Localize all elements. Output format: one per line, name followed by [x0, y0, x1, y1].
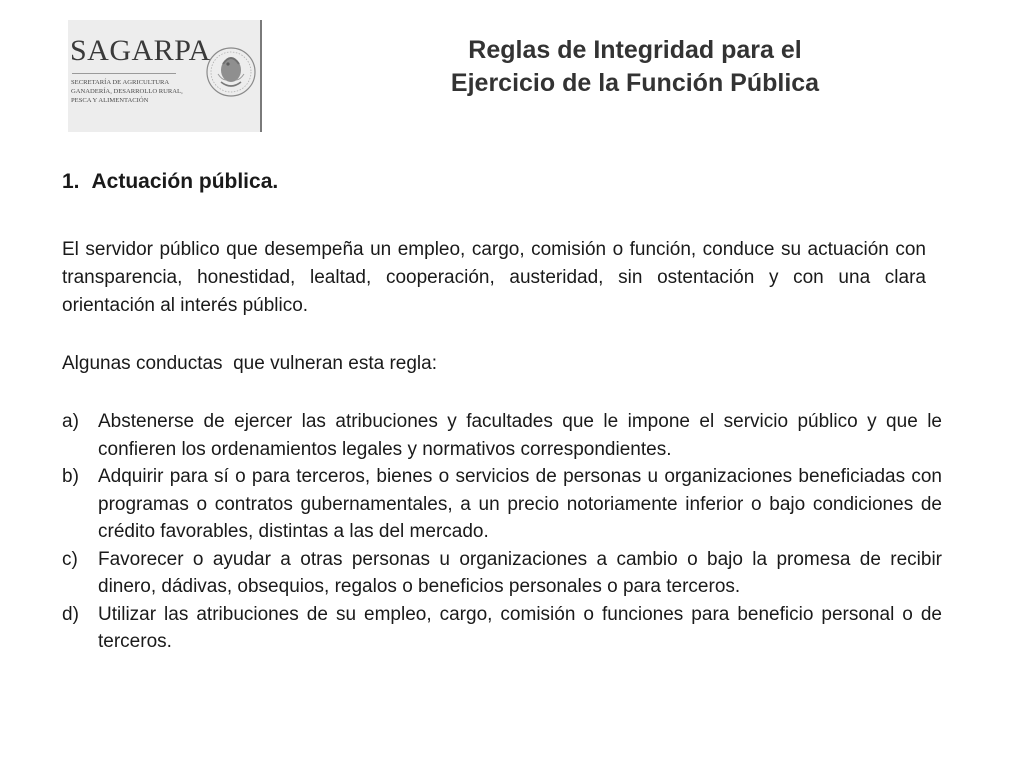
logo-divider	[72, 73, 176, 74]
conduct-text: Favorecer o ayudar a otras personas u organizaciones a cambio o bajo la promesa de recibir dinero, dádivas, obsequios, regalos o beneficios personales o para terceros.	[98, 548, 942, 597]
section-heading-text: Actuación pública.	[91, 170, 279, 193]
conduct-text: Abstenerse de ejercer las atribuciones y facultades que le impone el servicio público y que le confieren los ordenamientos legales y normativos correspondientes.	[98, 411, 942, 460]
conduct-list	[62, 408, 942, 656]
slide-title-line-1: Reglas de Integridad para el	[468, 36, 802, 64]
conduct-marker: a)	[62, 411, 79, 432]
logo-subtitle: SECRETARÍA DE AGRICULTURA GANADERÍA, DESARROLLO RURAL, PESCA Y ALIMENTACIÓN	[71, 79, 183, 104]
logo-brand: SAGARPA	[70, 34, 211, 67]
conduct-item	[62, 546, 942, 601]
section-heading	[62, 170, 278, 194]
conduct-marker: d)	[62, 603, 79, 625]
seal-graphic	[204, 30, 256, 116]
conduct-marker: b)	[62, 466, 79, 487]
slide-title-line-2: Ejercicio de la Función Pública	[450, 69, 820, 97]
slide-title	[390, 34, 880, 100]
rule-description: El servidor público que desempeña un empleo, cargo, comisión o función, conduce su actuación con transparencia, honestidad, lealtad, cooperación, austeridad, sin ostentación y con una clara orientación al interés público.	[62, 239, 926, 316]
sagarpa-logo	[68, 20, 262, 132]
section-number: 1.	[62, 170, 80, 193]
conduct-item	[62, 408, 942, 463]
conduct-item	[62, 601, 942, 656]
conduct-text: Adquirir para sí o para terceros, bienes o servicios de personas u organizaciones beneficiadas con programas o contratos gubernamentales, a un precio notoriamente inferior o bajo condiciones de crédito favorables, distintas a las del mercado.	[98, 466, 942, 542]
conduct-marker: c)	[62, 548, 78, 570]
conduct-text: Utilizar las atribuciones de su empleo, cargo, comisión o funciones para beneficio personal o de terceros.	[98, 603, 942, 652]
conducts-intro: Algunas conductas que vulneran esta regla:	[62, 353, 437, 374]
mexican-coat-of-arms-seal-icon	[204, 30, 256, 116]
conduct-item	[62, 463, 942, 546]
